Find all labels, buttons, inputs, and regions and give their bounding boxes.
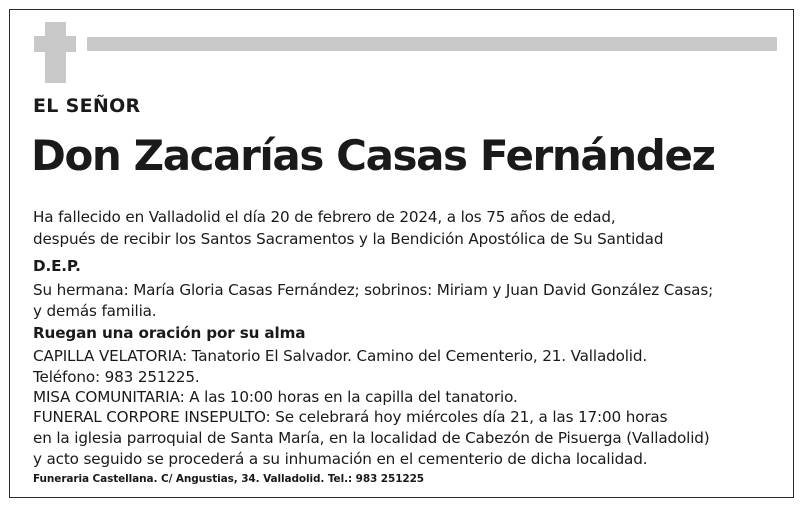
funeral-line-2: en la iglesia parroquial de Santa María, en la localidad de Cabezón de Pisuerga (Valladolid) [33,429,710,447]
deceased-name: Don Zacarías Casas Fernández [31,131,715,180]
funeral-home-footer: Funeraria Castellana. C/ Angustias, 34. Valladolid. Tel.: 983 251225 [33,473,425,485]
funeral-line-1: FUNERAL CORPORE INSEPULTO: Se celebrará hoy miércoles día 21, a las 17:00 horas [33,408,668,426]
family-line-1: Su hermana: María Gloria Casas Fernández; sobrinos: Miriam y Juan David González Casas; [33,281,714,299]
title-label: EL SEÑOR [33,95,141,117]
funeral-line-3: y acto seguido se procederá a su inhumación en el cementerio de dicha localidad. [33,450,648,468]
prayer-line: Ruegan una oración por su alma [33,324,306,342]
dep-label: D.E.P. [33,257,81,275]
death-line-2: después de recibir los Santos Sacramentos y la Bendición Apostólica de Su Santidad [33,230,664,248]
death-line-1: Ha fallecido en Valladolid el día 20 de febrero de 2024, a los 75 años de edad, [33,208,616,226]
mass-line: MISA COMUNITARIA: A las 10:00 horas en la capilla del tanatorio. [33,388,518,406]
header-rule [87,37,777,51]
cross-icon-bar [34,36,76,52]
chapel-line-2: Teléfono: 983 251225. [33,368,200,386]
family-line-2: y demás familia. [33,302,157,320]
cross-icon [45,22,66,83]
chapel-line-1: CAPILLA VELATORIA: Tanatorio El Salvador. Camino del Cementerio, 21. Valladolid. [33,347,648,365]
